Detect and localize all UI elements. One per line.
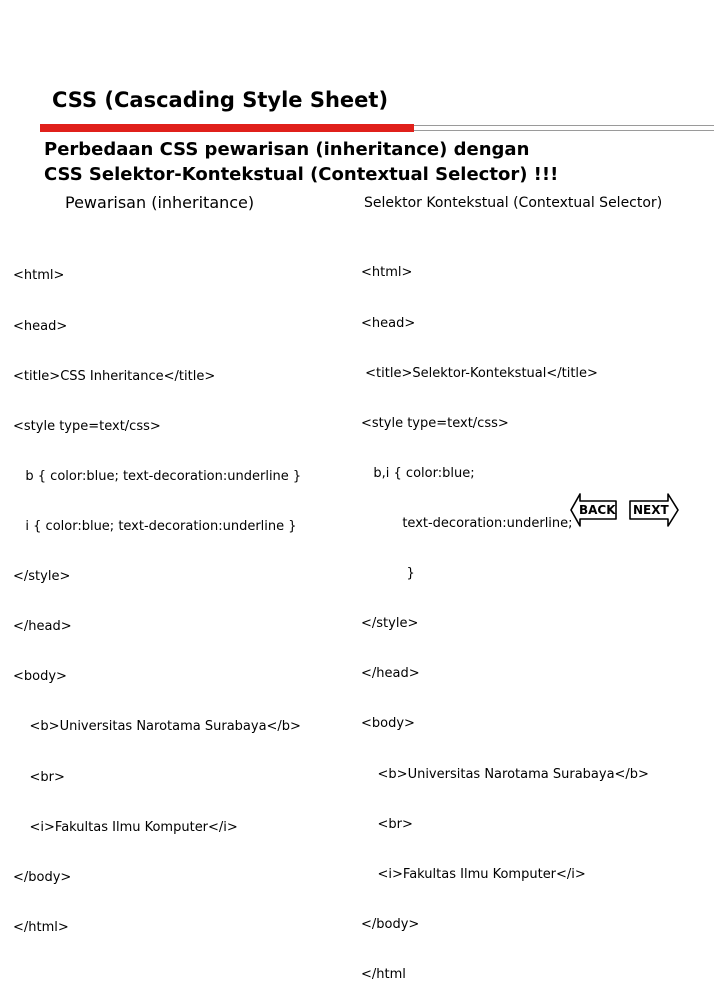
code-line: <html>	[13, 268, 65, 284]
subtitle-line-2: CSS Selektor-Kontekstual (Contextual Selector) !!!	[44, 164, 559, 185]
code-line: </head>	[361, 666, 420, 682]
title-underline-accent	[40, 124, 414, 132]
code-line: </html	[361, 966, 406, 982]
back-button[interactable]	[570, 492, 622, 528]
code-line: <body>	[13, 669, 67, 685]
code-line: <head>	[13, 318, 68, 334]
code-line: <title>Selektor-Kontekstual</title>	[361, 365, 598, 381]
code-line: }	[361, 566, 415, 582]
next-button-label: NEXT	[633, 503, 669, 517]
code-line: <b>Universitas Narotama Surabaya</b>	[13, 719, 301, 735]
code-line: <body>	[361, 716, 415, 732]
contextual-selector-heading: Selektor Kontekstual (Contextual Selector)	[364, 195, 663, 211]
code-line: <style type=text/css>	[13, 418, 161, 434]
code-line: text-decoration:underline;	[361, 515, 573, 531]
next-button[interactable]	[628, 492, 680, 528]
code-line: </head>	[13, 619, 72, 635]
inheritance-heading: Pewarisan (inheritance)	[65, 193, 255, 212]
code-line: </body>	[361, 916, 420, 932]
code-line: <i>Fakultas Ilmu Komputer</i>	[13, 819, 238, 835]
code-line: b,i { color:blue;	[361, 465, 475, 481]
contextual-selector-code-block	[361, 232, 649, 1000]
code-line: i { color:blue; text-decoration:underline }	[13, 518, 297, 534]
subtitle-line-1: Perbedaan CSS pewarisan (inheritance) dengan	[44, 139, 530, 160]
code-line: <head>	[361, 315, 416, 331]
code-line: <html>	[361, 265, 413, 281]
code-line: b { color:blue; text-decoration:underline }	[13, 468, 302, 484]
code-line: <style type=text/css>	[361, 415, 509, 431]
code-line: <title>CSS Inheritance</title>	[13, 368, 216, 384]
code-line: <br>	[361, 816, 413, 832]
title-underline-rule	[414, 125, 714, 131]
code-line: <i>Fakultas Ilmu Komputer</i>	[361, 866, 586, 882]
code-line: </html>	[13, 919, 69, 935]
code-line: </body>	[13, 869, 72, 885]
slide-title: CSS (Cascading Style Sheet)	[52, 88, 389, 112]
inheritance-code-block	[13, 235, 301, 953]
slide-subtitle	[44, 137, 558, 187]
code-line: </style>	[361, 616, 419, 632]
code-line: </style>	[13, 569, 71, 585]
code-line: <b>Universitas Narotama Surabaya</b>	[361, 766, 649, 782]
back-button-label: BACK	[579, 503, 616, 517]
code-line: <br>	[13, 769, 65, 785]
